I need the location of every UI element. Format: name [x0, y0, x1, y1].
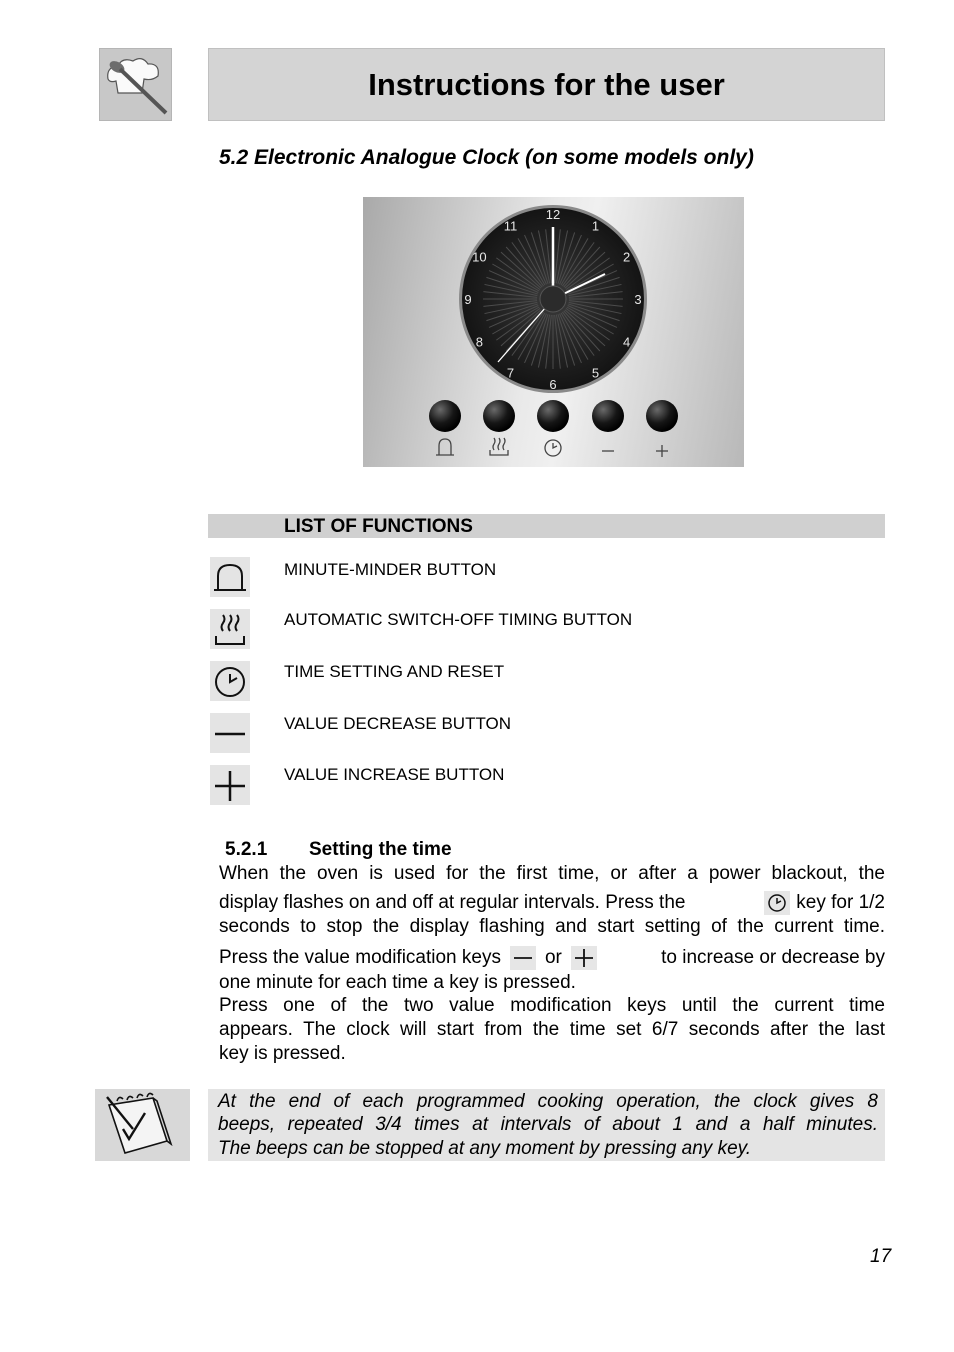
note-line: The beeps can be stopped at any moment by pressing any key. — [218, 1138, 752, 1159]
heat-icon — [490, 438, 508, 455]
paragraph-line — [219, 946, 885, 970]
note-line: beeps, repeated 3/4 times at intervals of about 1 and a half minutes. — [218, 1114, 878, 1135]
function-label-minute-minder: MINUTE-MINDER BUTTON — [284, 560, 497, 579]
function-label-decrease: VALUE DECREASE BUTTON — [284, 714, 512, 733]
time-setting-knob[interactable] — [537, 400, 569, 432]
clock-illustration — [363, 197, 744, 467]
clock-number: 9 — [464, 292, 472, 307]
header-banner — [208, 48, 885, 121]
clock-buttons — [429, 400, 678, 432]
plus-icon — [571, 946, 597, 970]
plus-icon — [210, 765, 250, 805]
clock-number: 11 — [503, 218, 518, 234]
paragraph-line: seconds to stop the display flashing and start setting of the current time. — [219, 916, 885, 937]
paragraph-text: or — [544, 947, 562, 968]
clock-number: 4 — [622, 334, 631, 350]
paragraph-line: one minute for each time a key is pressed. — [219, 972, 576, 993]
functions-heading: LIST OF FUNCTIONS — [284, 516, 473, 537]
clock-number: 3 — [634, 292, 642, 307]
clock-number: 7 — [506, 365, 515, 381]
switch-off-knob[interactable] — [483, 400, 515, 432]
clock-number: 6 — [549, 377, 557, 392]
paragraph-text: Press the value modification keys — [219, 947, 501, 968]
chef-logo — [99, 48, 172, 121]
bell-icon — [436, 439, 454, 455]
paragraph-text: display flashes on and off at regular intervals. Press the — [219, 892, 686, 913]
subsection-title: Setting the time — [309, 839, 452, 860]
plus-icon — [656, 445, 668, 457]
paragraph-line: Press one of the two value modification keys until the current time — [219, 995, 885, 1016]
clock-panel-image — [363, 197, 744, 467]
page-number: 17 — [870, 1246, 892, 1267]
clock-number: 10 — [472, 249, 487, 265]
function-label-time-setting: TIME SETTING AND RESET — [284, 662, 505, 681]
chef-hat-spoon-icon — [100, 49, 171, 120]
clock-icon — [764, 891, 790, 915]
page-header-title: Instructions for the user — [368, 66, 725, 102]
minute-minder-knob[interactable] — [429, 400, 461, 432]
paragraph-text: to increase or decrease by — [661, 947, 885, 968]
clock-center-cap — [540, 286, 566, 312]
paragraph-line: key is pressed. — [219, 1043, 346, 1064]
paragraph-text: key for 1/2 — [796, 892, 885, 913]
decrease-knob[interactable] — [592, 400, 624, 432]
note-line: At the end of each programmed cooking operation, the clock gives 8 — [218, 1091, 878, 1112]
minus-icon — [510, 946, 536, 970]
clock-icon — [545, 440, 561, 456]
heat-icon — [210, 609, 250, 649]
clock-icon — [210, 661, 250, 701]
clock-number: 12 — [545, 207, 561, 222]
clock-number: 8 — [475, 334, 484, 350]
minus-icon — [210, 713, 250, 753]
paragraph-line: appears. The clock will start from the time set 6/7 seconds after the last — [219, 1019, 885, 1040]
bell-icon — [210, 557, 250, 597]
functions-heading-bar — [208, 514, 885, 538]
clock-number: 1 — [591, 218, 600, 234]
section-title: 5.2 Electronic Analogue Clock (on some models only) — [219, 146, 754, 169]
clock-number: 5 — [591, 365, 600, 381]
subsection-number: 5.2.1 — [225, 839, 268, 860]
clock-number: 2 — [622, 249, 631, 265]
paragraph-line: When the oven is used for the first time, or after a power blackout, the — [219, 863, 885, 884]
paragraph-line — [219, 891, 885, 915]
increase-knob[interactable] — [646, 400, 678, 432]
function-label-switch-off: AUTOMATIC SWITCH-OFF TIMING BUTTON — [284, 610, 633, 629]
notepad-icon — [95, 1089, 190, 1161]
function-label-increase: VALUE INCREASE BUTTON — [284, 765, 505, 784]
